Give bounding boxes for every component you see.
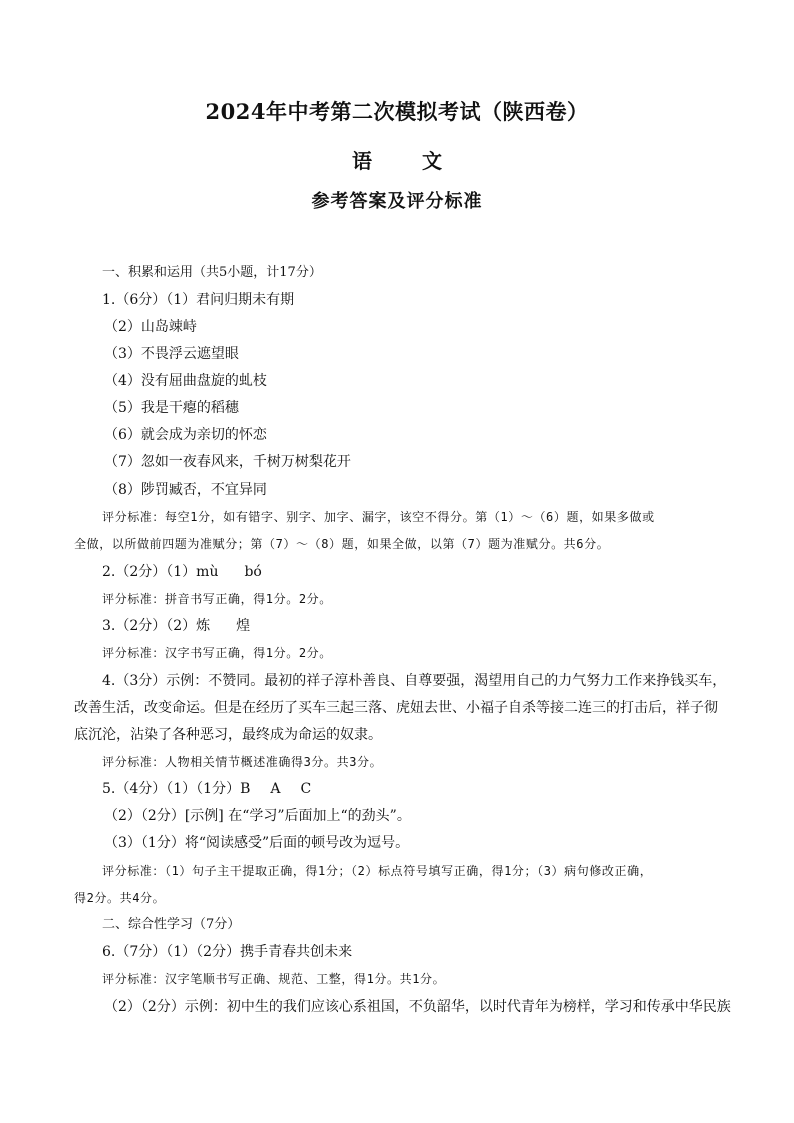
q5-answer-2: A xyxy=(270,781,281,797)
q5-item-2: （2）（2分）[示例] 在“学习”后面加上“的劲头”。 xyxy=(104,808,411,824)
q1-criteria-line-2: 全做，以所做前四题为准赋分；第（7）～（8）题，如果全做，以第（7）题为准赋分。共6分。 xyxy=(74,537,610,551)
q2-answer-2: bó xyxy=(244,564,262,580)
q3-answer xyxy=(102,617,742,635)
section-1-heading: 一、积累和运用（共5小题，计17分） xyxy=(102,265,322,280)
q5-criteria-line-2: 得2分。共4分。 xyxy=(74,891,166,905)
page-title: 2024年中考第二次模拟考试（陕西卷） xyxy=(205,99,589,124)
q1-item-7: （7）忽如一夜春风来，千树万树梨花开 xyxy=(104,454,351,470)
q4-line-1: 4.（3分）示例：不赞同。最初的祥子淳朴善良、自尊要强，渴望用自己的力气努力工作来挣钱买车， xyxy=(102,673,727,689)
q3-answer-1: 3.（2分）（2）炼 xyxy=(102,618,211,634)
page-subtitle: 参考答案及评分标准 xyxy=(311,191,483,212)
q6-item-2: （2）（2分）示例：初中生的我们应该心系祖国，不负韶华，以时代青年为榜样，学习和传承中华民族 xyxy=(104,999,731,1015)
q1-item-8: （8）陟罚臧否，不宜异同 xyxy=(104,482,267,498)
q4-line-2: 改善生活，改变命运。但是在经历了买车三起三落、虎妞去世、小福子自杀等接二连三的打击后，祥子彻 xyxy=(74,700,718,716)
q3-answer-2: 煌 xyxy=(236,618,251,634)
q5-item-3: （3）（1分）将“阅读感受”后面的顿号改为逗号。 xyxy=(104,835,410,851)
q2-answer xyxy=(102,563,742,581)
q1-criteria-line-1: 评分标准：每空1分，如有错字、别字、加字、漏字，该空不得分。第（1）～（6）题，如果多做或 xyxy=(102,510,655,524)
q5-item-1 xyxy=(102,780,742,798)
q1-item-2: （2）山岛竦峙 xyxy=(104,319,197,335)
q4-criteria: 评分标准：人物相关情节概述准确得3分。共3分。 xyxy=(102,755,383,769)
q5-answer-3: C xyxy=(300,781,312,797)
q2-criteria: 评分标准：拼音书写正确，得1分。2分。 xyxy=(102,592,332,606)
q1-item-6: （6）就会成为亲切的怀恋 xyxy=(104,427,267,443)
q6-item-1: 6.（7分）（1）（2分）携手青春共创未来 xyxy=(102,944,353,960)
q3-criteria: 评分标准：汉字书写正确，得1分。2分。 xyxy=(102,646,332,660)
subject-heading xyxy=(0,145,794,174)
q6-criteria: 评分标准：汉字笔顺书写正确、规范、工整，得1分。共1分。 xyxy=(102,972,446,986)
q1-item-5: （5）我是干瘪的稻穗 xyxy=(104,400,239,416)
q5-criteria-line-1: 评分标准：（1）句子主干提取正确，得1分；（2）标点符号填写正确，得1分；（3）病句修改正确， xyxy=(102,864,653,878)
q1-item-4: （4）没有屈曲盘旋的虬枝 xyxy=(104,373,267,389)
q1-item-3: （3）不畏浮云遮望眼 xyxy=(104,346,239,362)
subject-char-1: 语 xyxy=(352,149,372,173)
q2-answer-1: 2.（2分）（1）mù xyxy=(102,564,219,580)
section-2-heading: 二、综合性学习（7分） xyxy=(102,917,241,932)
q1-item-1: 1.（6分）（1）君问归期未有期 xyxy=(102,292,295,308)
subject-char-2: 文 xyxy=(422,149,442,173)
q4-line-3: 底沉沦，沾染了各种恶习，最终成为命运的奴隶。 xyxy=(74,727,382,743)
q5-answer-1: 5.（4分）（1）（1分）B xyxy=(102,781,251,797)
